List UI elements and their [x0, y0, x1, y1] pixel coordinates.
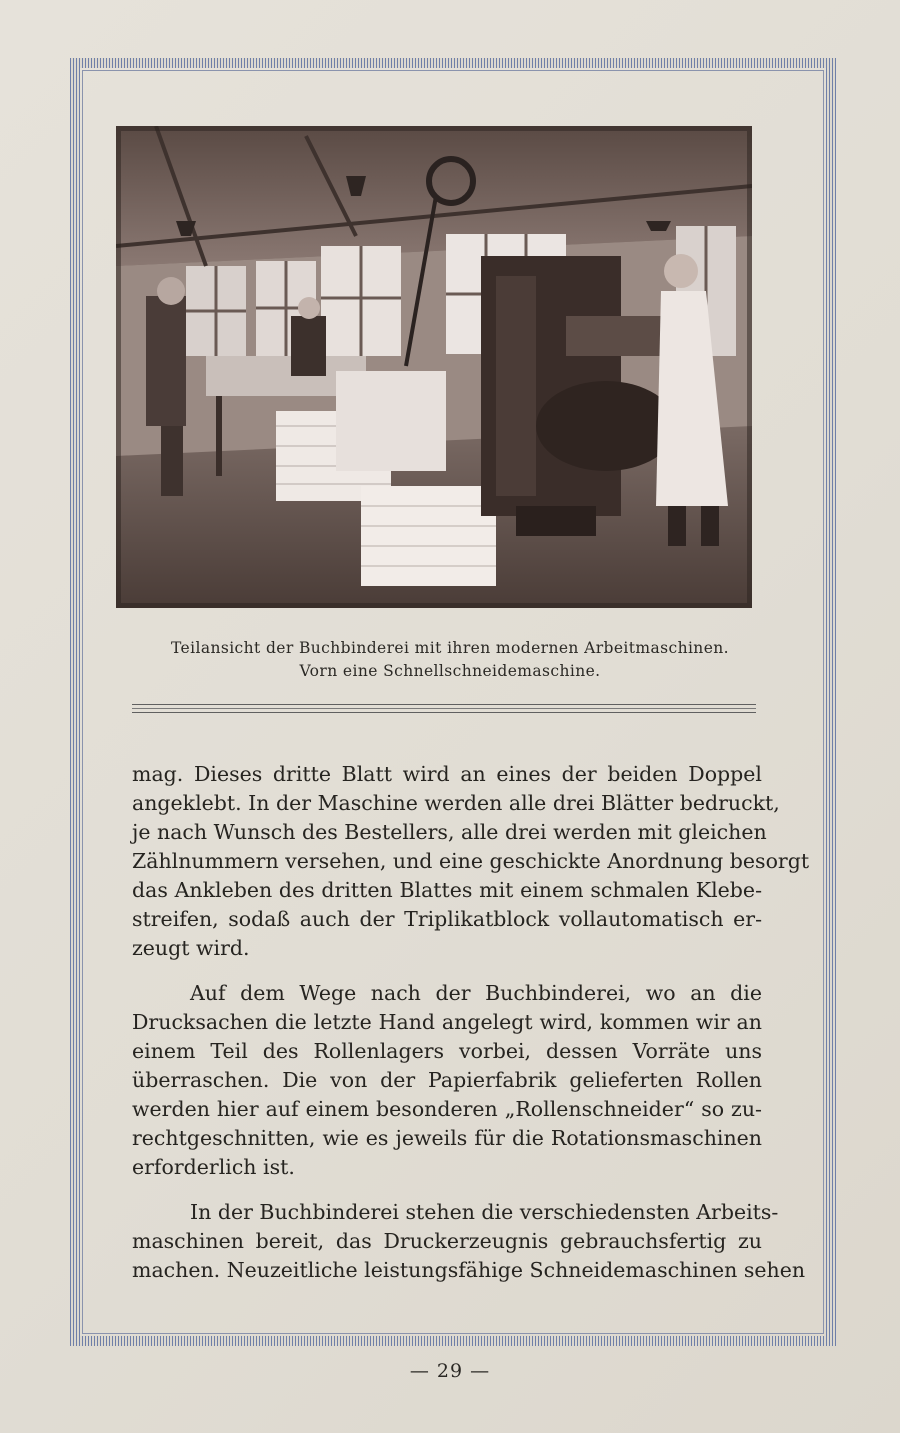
caption-line-1: Teilansicht der Buchbinderei mit ihren modernen Arbeitmaschinen. — [171, 639, 729, 657]
text-line: zeugt wird. — [132, 936, 250, 960]
paragraph-1 — [132, 760, 810, 963]
text-line: mag. Dieses dritte Blatt wird an eines der beiden Doppel — [132, 762, 762, 786]
text-line: machen. Neuzeitliche leistungsfähige Schneidemaschinen sehen — [132, 1258, 806, 1282]
text-line: werden hier auf einem besonderen „Rollenschneider“ so zu- — [132, 1097, 762, 1121]
text-line: rechtgeschnitten, wie es jeweils für die Rotationsmaschinen — [132, 1126, 762, 1150]
bindery-photograph — [116, 126, 752, 608]
text-line: je nach Wunsch des Bestellers, alle drei werden mit gleichen — [132, 820, 767, 844]
photo-caption — [100, 637, 800, 683]
text-line: das Ankleben des dritten Blattes mit einem schmalen Klebe- — [132, 878, 762, 902]
text-line: Auf dem Wege nach der Buchbinderei, wo an die — [190, 981, 762, 1005]
ornamental-divider-rule — [132, 704, 756, 713]
paragraph-3 — [132, 1198, 806, 1285]
text-line: angeklebt. In der Maschine werden alle drei Blätter bedruckt, — [132, 791, 780, 815]
text-line: erforderlich ist. — [132, 1155, 295, 1179]
text-line: Zählnummern versehen, und eine geschickte Anordnung besorgt — [132, 849, 810, 873]
text-line: Drucksachen die letzte Hand angelegt wird, kommen wir an — [132, 1010, 762, 1034]
paragraph-2 — [132, 979, 762, 1182]
text-line: überraschen. Die von der Papierfabrik gelieferten Rollen — [132, 1068, 762, 1092]
text-line: maschinen bereit, das Druckerzeugnis gebrauchsfertig zu — [132, 1229, 762, 1253]
body-text — [132, 760, 810, 1301]
page-number: — 29 — — [409, 1360, 491, 1382]
text-line: streifen, sodaß auch der Triplikatblock vollautomatisch er- — [132, 907, 762, 931]
text-line: einem Teil des Rollenlagers vorbei, dessen Vorräte uns — [132, 1039, 762, 1063]
text-line: In der Buchbinderei stehen die verschiedensten Arbeits- — [190, 1200, 779, 1224]
caption-line-2: Vorn eine Schnellschneidemaschine. — [299, 662, 601, 680]
